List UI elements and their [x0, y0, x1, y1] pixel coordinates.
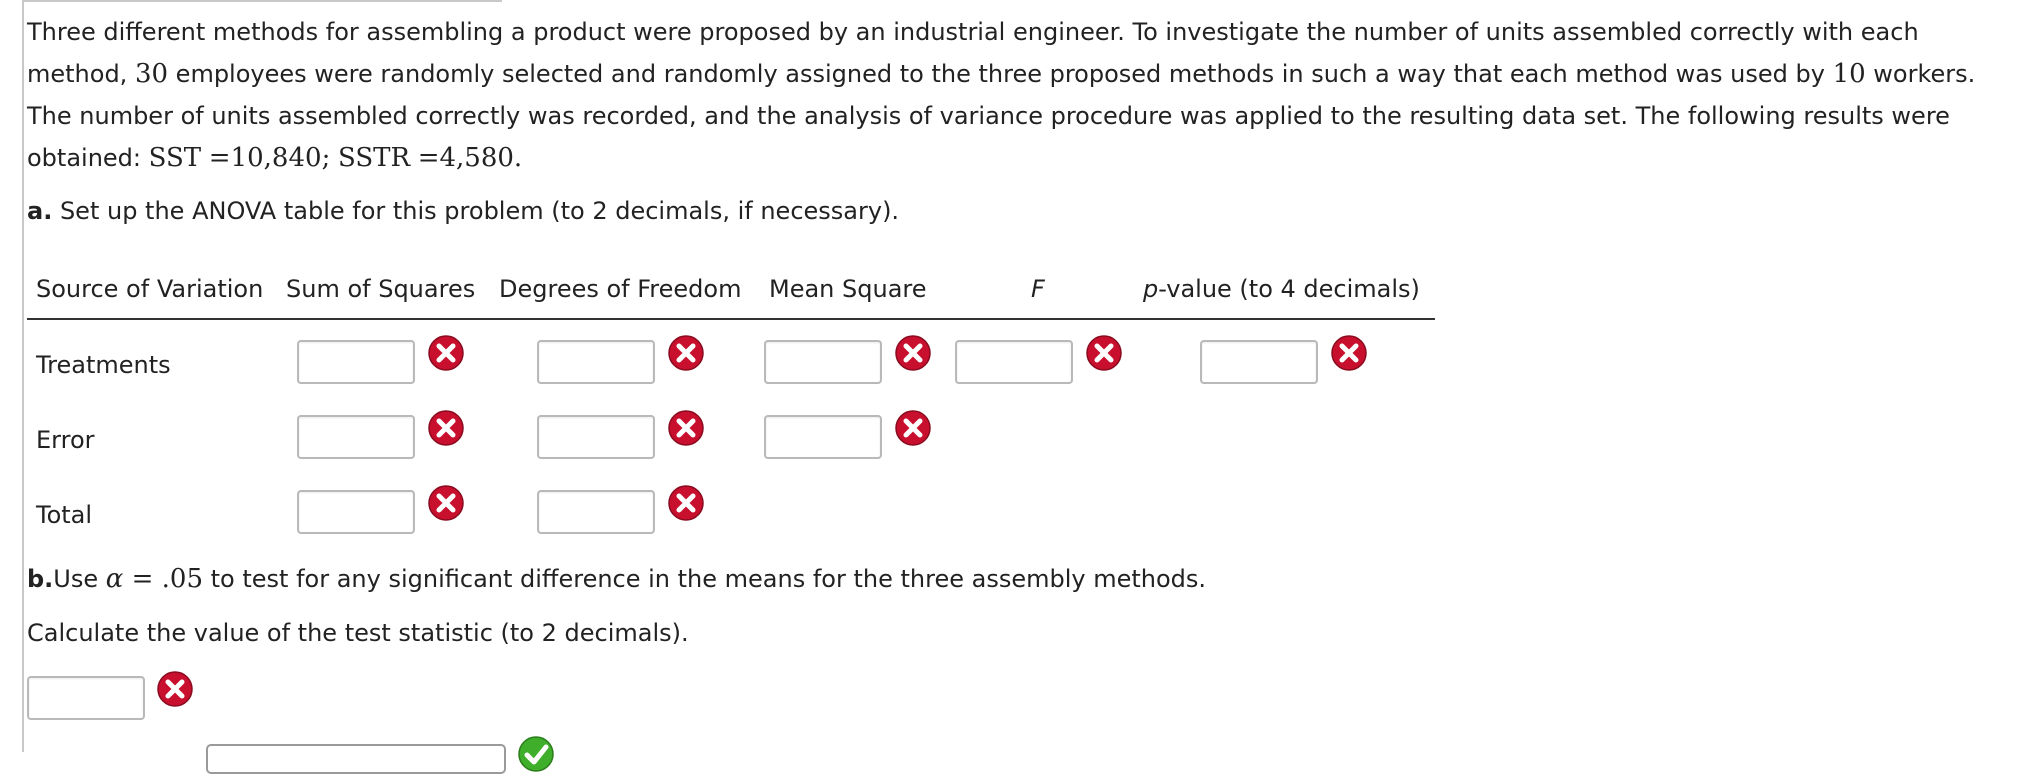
- x-circle-icon: [155, 669, 195, 709]
- sst-label: SST: [148, 143, 202, 173]
- x-circle-icon: [893, 408, 933, 448]
- header-pvalue: p-value (to 4 decimals): [1143, 275, 1420, 303]
- x-circle-icon: [893, 333, 933, 373]
- treatments-ms-input[interactable]: [764, 340, 882, 384]
- problem-line-4: obtained: SST =10,840; SSTR =4,580.: [27, 143, 523, 173]
- row-label-error: Error: [36, 426, 95, 454]
- treatments-df-input[interactable]: [537, 340, 655, 384]
- part-b-calc-instruction: Calculate the value of the test statistic (to 2 decimals).: [27, 619, 689, 647]
- p-value-select[interactable]: [206, 744, 506, 774]
- x-circle-icon: [426, 483, 466, 523]
- row-label-treatments: Treatments: [36, 351, 171, 379]
- error-ss-input[interactable]: [297, 415, 415, 459]
- error-df-input[interactable]: [537, 415, 655, 459]
- alpha-value: .05: [161, 564, 204, 594]
- header-df: Degrees of Freedom: [499, 275, 742, 303]
- error-ms-input[interactable]: [764, 415, 882, 459]
- x-circle-icon: [1084, 333, 1124, 373]
- sst-value: =10,840: [208, 143, 322, 173]
- check-icon: [516, 734, 556, 774]
- treatments-pvalue-input[interactable]: [1200, 340, 1318, 384]
- total-df-input[interactable]: [537, 490, 655, 534]
- workers-count: 10: [1832, 59, 1866, 89]
- test-statistic-input[interactable]: [27, 676, 145, 720]
- question-frame-left: [22, 0, 24, 752]
- header-rule: [27, 318, 1435, 320]
- sstr-label: SSTR: [337, 143, 411, 173]
- alpha-symbol: α: [105, 564, 124, 594]
- row-label-total: Total: [36, 501, 93, 529]
- x-circle-icon: [426, 333, 466, 373]
- header-f: F: [1031, 275, 1045, 303]
- treatments-f-input[interactable]: [955, 340, 1073, 384]
- header-ms: Mean Square: [769, 275, 927, 303]
- x-circle-icon: [666, 408, 706, 448]
- total-ss-input[interactable]: [297, 490, 415, 534]
- problem-line-2: method, 30 employees were randomly selected and randomly assigned to the three proposed methods in such a way that each method was used by 10 workers.: [27, 59, 1976, 89]
- problem-line-1: Three different methods for assembling a product were proposed by an industrial engineer. To investigate the number of units assembled correctly with each: [27, 18, 1919, 46]
- problem-line-3: The number of units assembled correctly was recorded, and the analysis of variance procedure was applied to the resulting data set. The following results were: [27, 102, 1950, 130]
- header-source: Source of Variation: [36, 275, 264, 303]
- part-b-instruction: b.Use α = .05 to test for any significant difference in the means for the three assembly methods.: [27, 564, 1207, 594]
- x-circle-icon: [666, 483, 706, 523]
- x-circle-icon: [666, 333, 706, 373]
- question-frame-top: [22, 0, 502, 2]
- treatments-ss-input[interactable]: [297, 340, 415, 384]
- employees-count: 30: [134, 59, 169, 89]
- header-ss: Sum of Squares: [286, 275, 476, 303]
- part-a-instruction: a. Set up the ANOVA table for this problem (to 2 decimals, if necessary).: [27, 197, 900, 225]
- x-circle-icon: [426, 408, 466, 448]
- x-circle-icon: [1329, 333, 1369, 373]
- sstr-value: =4,580: [417, 143, 514, 173]
